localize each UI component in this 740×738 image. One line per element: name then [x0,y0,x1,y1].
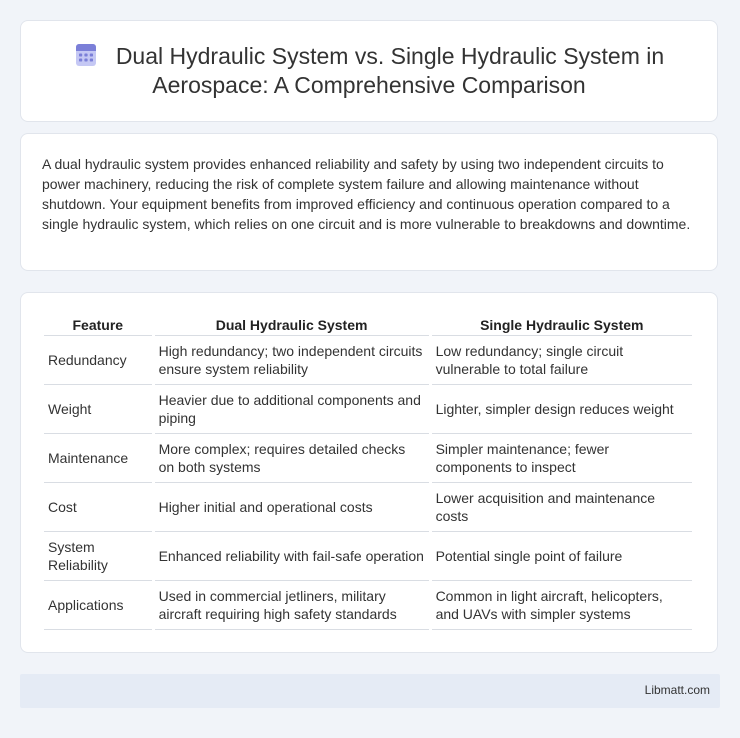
table-row [44,385,692,434]
feature-cell: Applications [44,581,152,630]
dual-cell: Enhanced reliability with fail-safe operation [155,532,429,581]
calculator-icon [74,43,98,67]
dual-cell: Used in commercial jetliners, military aircraft requiring high safety standards [155,581,429,630]
dual-cell: Higher initial and operational costs [155,483,429,532]
dual-cell: High redundancy; two independent circuits ensure system reliability [155,336,429,385]
comparison-card [20,292,718,653]
header-single-system: Single Hydraulic System [432,313,692,336]
intro-paragraph: A dual hydraulic system provides enhanced reliability and safety by using two independent circuits to power machinery, reducing the risk of complete system failure and allowing maintenance without shutdown. Your equipment benefits from improved efficiency and continuous operation compared to a single hydraulic system, which relies on one circuit and is more vulnerable to breakdowns and downtime. [42,156,691,232]
feature-cell: Cost [44,483,152,532]
single-cell: Simpler maintenance; fewer components to inspect [432,434,692,483]
feature-cell: Maintenance [44,434,152,483]
single-cell: Potential single point of failure [432,532,692,581]
comparison-table [41,313,695,630]
single-cell: Common in light aircraft, helicopters, and UAVs with simpler systems [432,581,692,630]
single-cell: Lower acquisition and maintenance costs [432,483,692,532]
title-card [20,20,718,122]
title-wrap [49,42,689,100]
table-row [44,581,692,630]
table-row [44,532,692,581]
table-header-row [44,313,692,336]
single-cell: Lighter, simpler design reduces weight [432,385,692,434]
intro-card [20,133,718,271]
feature-cell: Redundancy [44,336,152,385]
dual-cell: Heavier due to additional components and piping [155,385,429,434]
table-row [44,336,692,385]
dual-cell: More complex; requires detailed checks on both systems [155,434,429,483]
header-feature: Feature [44,313,152,336]
feature-cell: System Reliability [44,532,152,581]
footer-bar [20,674,720,708]
footer-site-link[interactable]: Libmatt.com [644,683,710,697]
header-dual-system: Dual Hydraulic System [155,313,429,336]
single-cell: Low redundancy; single circuit vulnerable to total failure [432,336,692,385]
table-row [44,483,692,532]
table-row [44,434,692,483]
page-title: Dual Hydraulic System vs. Single Hydraulic System in Aerospace: A Comprehensive Comparison [115,43,665,98]
feature-cell: Weight [44,385,152,434]
